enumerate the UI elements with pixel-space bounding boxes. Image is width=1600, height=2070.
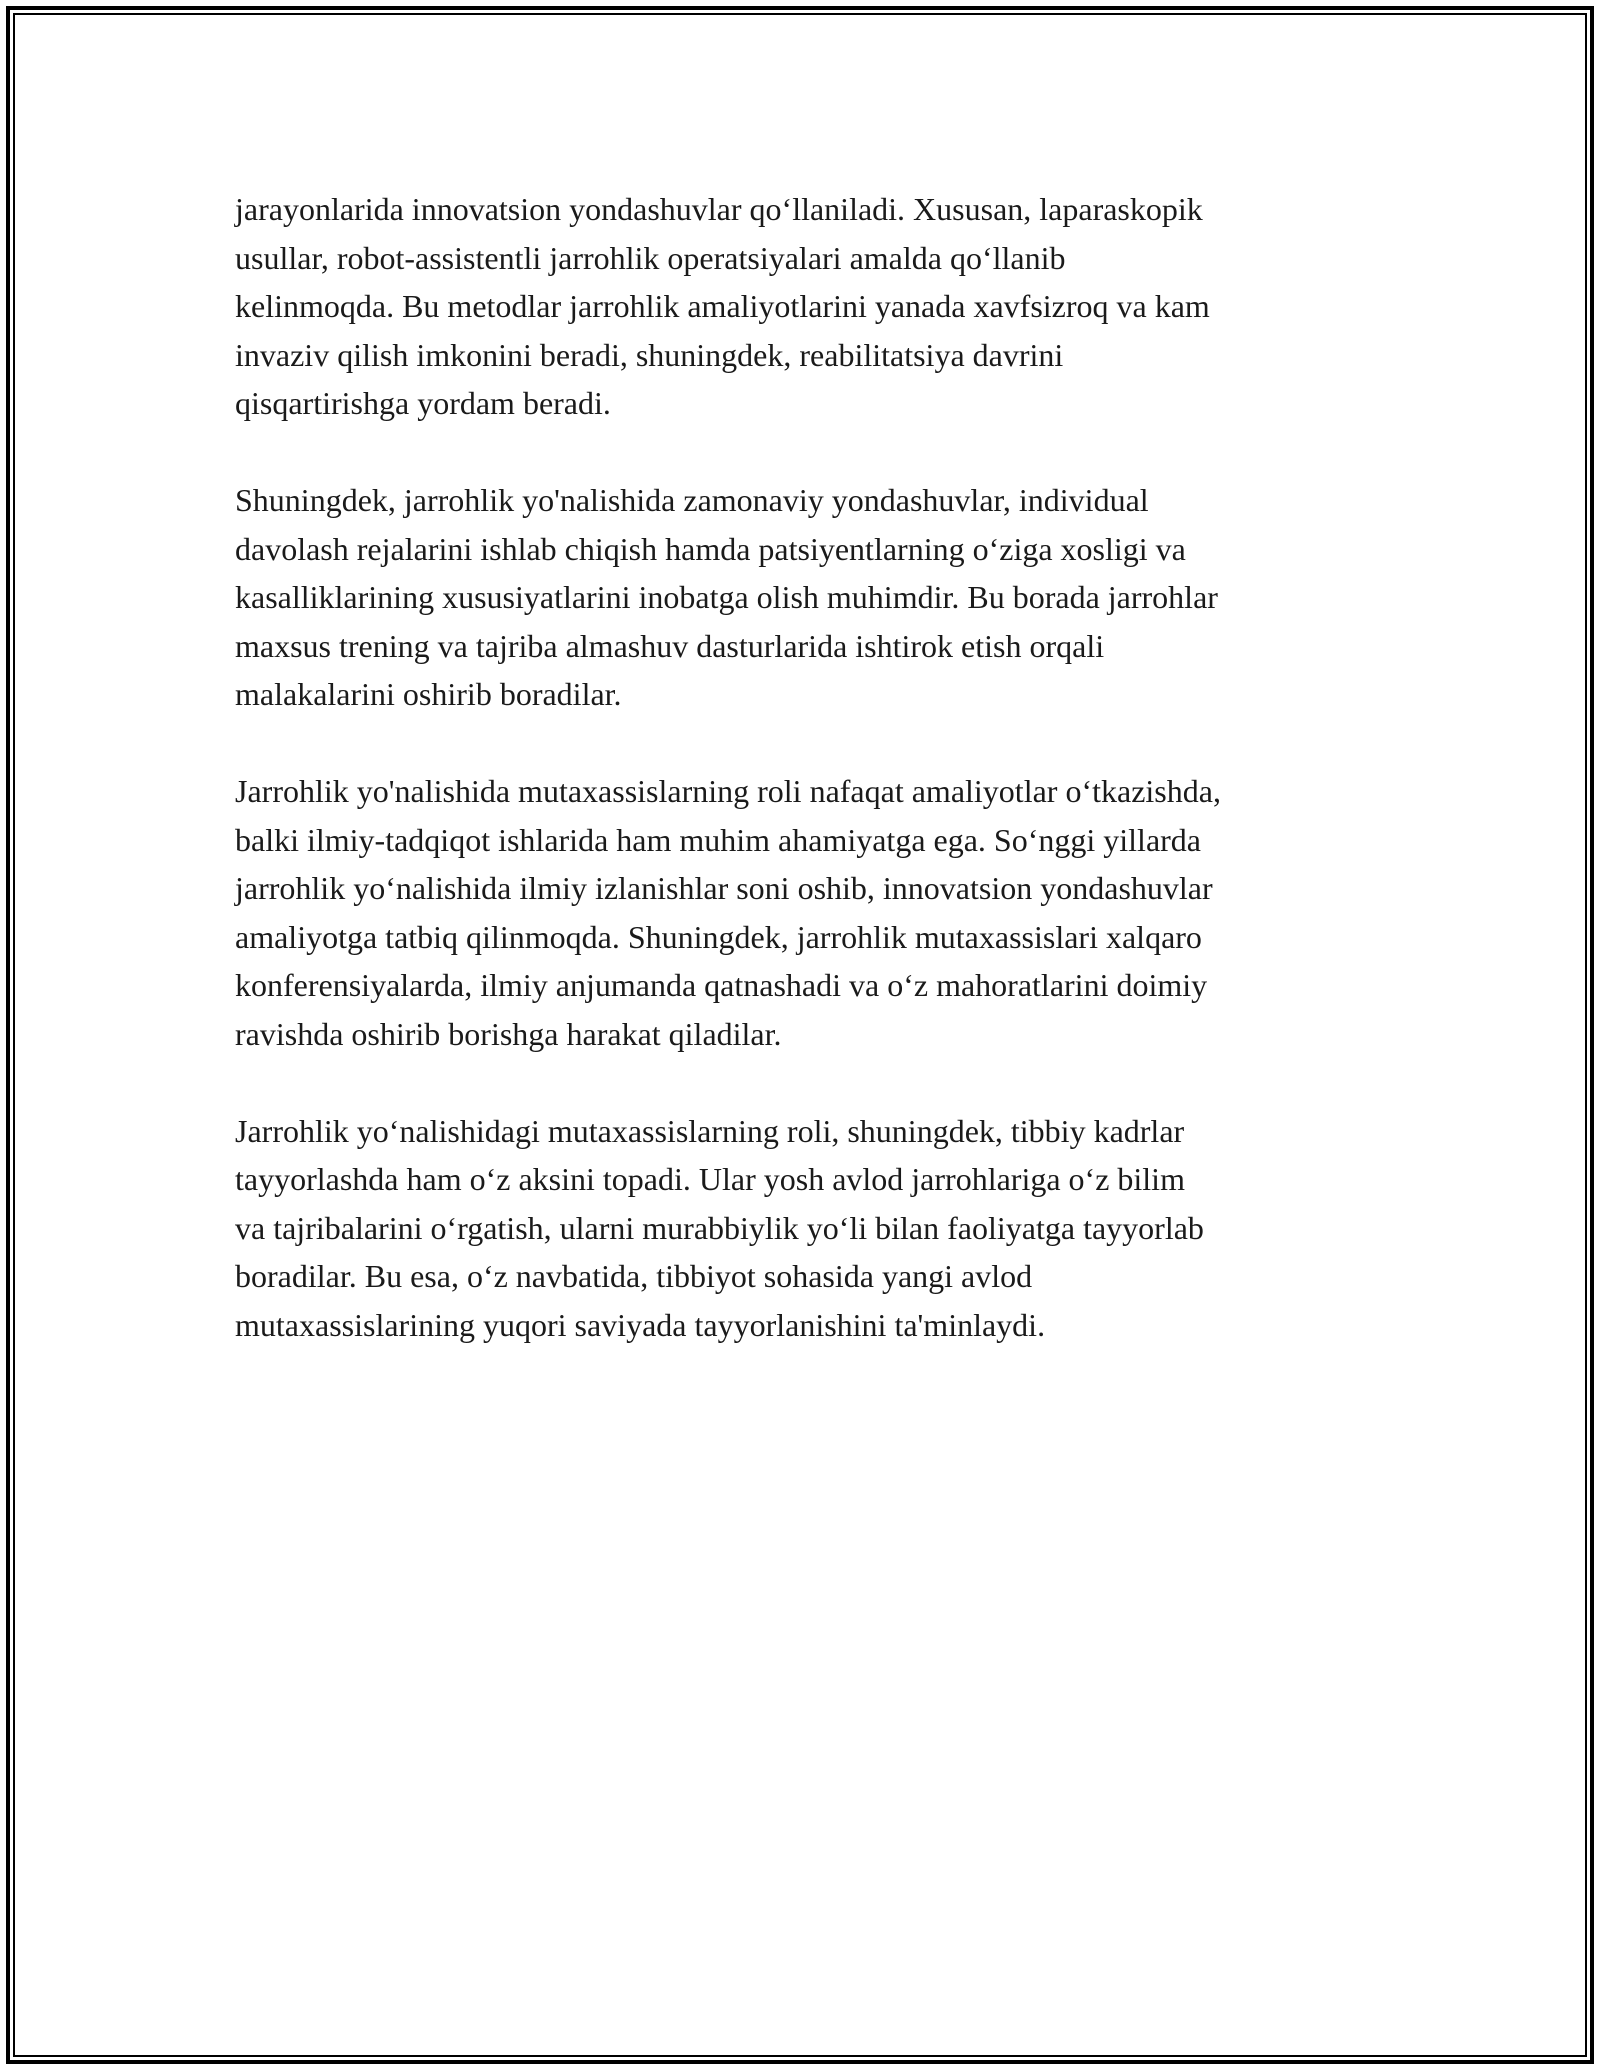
document-body — [235, 185, 1375, 1398]
paragraph-training-role — [235, 1107, 1375, 1350]
paragraph-individual-treatment — [235, 476, 1375, 719]
text-line: tayyorlashda ham o‘z aksini topadi. Ular yosh avlod jarrohlariga o‘z bilim — [235, 1161, 1185, 1197]
text-line: mutaxassislarining yuqori saviyada tayyorlanishini ta'minlaydi. — [235, 1306, 1046, 1343]
text-line: usullar, robot-assistentli jarrohlik operatsiyalari amalda qo‘llanib — [235, 239, 1066, 276]
text-line: Shuningdek, jarrohlik yo'nalishida zamonaviy yondashuvlar, individual — [235, 482, 1149, 518]
text-line: amaliyotga tatbiq qilinmoqda. Shuningdek, jarrohlik mutaxassislari xalqaro — [235, 918, 1202, 955]
text-line: jarrohlik yo‘nalishida ilmiy izlanishlar soni oshib, innovatsion yondashuvlar — [235, 870, 1213, 906]
text-line: invaziv qilish imkonini beradi, shuningdek, reabilitatsiya davrini — [235, 336, 1064, 373]
text-line: qisqartirishga yordam beradi. — [235, 385, 611, 421]
text-line: balki ilmiy-tadqiqot ishlarida ham muhim ahamiyatga ega. So‘nggi yillarda — [235, 821, 1201, 858]
text-line: maxsus trening va tajriba almashuv dasturlarida ishtirok etish orqali — [235, 627, 1105, 664]
text-line: va tajribalarini o‘rgatish, ularni murabbiylik yo‘li bilan faoliyatga tayyorlab — [235, 1209, 1204, 1246]
text-line: kasalliklarining xususiyatlarini inobatga olish muhimdir. Bu borada jarrohlar — [235, 579, 1218, 615]
text-line: jarayonlarida innovatsion yondashuvlar qo‘llaniladi. Xususan, laparaskopik — [235, 191, 1203, 227]
text-line: davolash rejalarini ishlab chiqish hamda patsiyentlarning o‘ziga xosligi va — [235, 530, 1186, 567]
text-line: Jarrohlik yo'nalishida mutaxassislarning roli nafaqat amaliyotlar o‘tkazishda, — [235, 773, 1221, 809]
text-line: konferensiyalarda, ilmiy anjumanda qatnashadi va o‘z mahoratlarini doimiy — [235, 967, 1208, 1003]
text-line: malakalarini oshirib boradilar. — [235, 676, 622, 712]
paragraph-research-role — [235, 767, 1375, 1058]
text-line: Jarrohlik yo‘nalishidagi mutaxassislarning roli, shuningdek, tibbiy kadrlar — [235, 1112, 1185, 1149]
text-line: kelinmoqda. Bu metodlar jarrohlik amaliyotlarini yanada xavfsizroq va kam — [235, 288, 1210, 324]
text-line: ravishda oshirib borishga harakat qiladilar. — [235, 1015, 782, 1052]
text-line: boradilar. Bu esa, o‘z navbatida, tibbiyot sohasida yangi avlod — [235, 1258, 1033, 1294]
paragraph-innovative-approaches — [235, 185, 1375, 428]
